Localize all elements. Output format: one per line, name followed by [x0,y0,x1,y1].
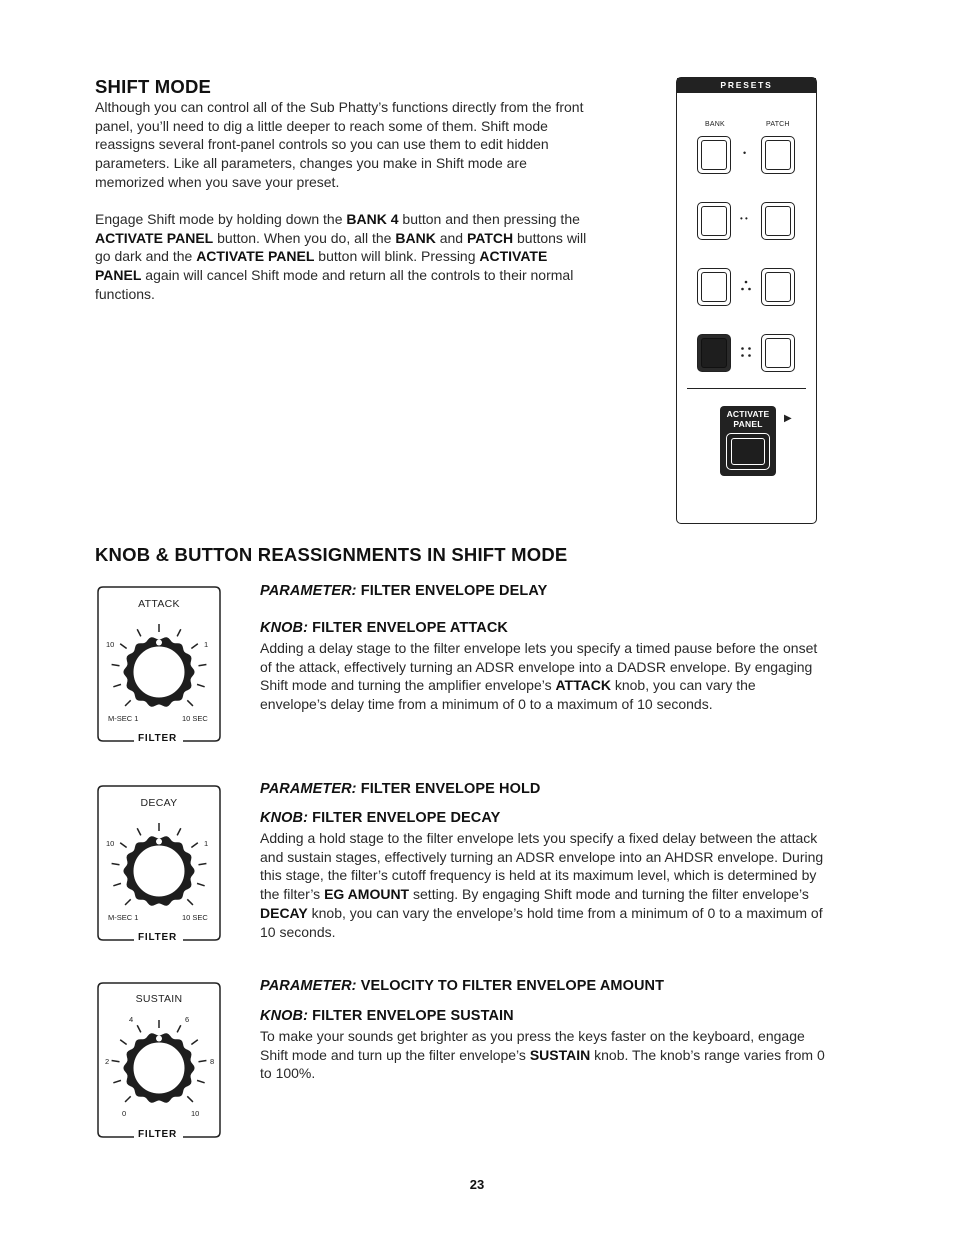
activate-panel-label: ACTIVATE PANEL [726,409,770,429]
panel-divider [687,388,806,389]
knob-scale-8: 8 [210,1057,215,1066]
page-number: 23 [469,1177,485,1192]
knob-tick [125,1096,131,1102]
knob-label-sustain: SUSTAIN [135,993,183,1005]
knob-tick [199,863,207,864]
description-2: Adding a hold stage to the filter envelope lets you specify a fixed delay between the attack and sustain stages, effectively turning an ADSR envelope into an AHDSR envelope. During this stage, the filter’s cutoff frequency is held at its maximum level, which is determined by the filter’s EG AMOUNT setting. By engaging Shift mode and turning the filter envelope’s DECAY knob, you can vary the envelope’s hold time from a minimum of 0 to a maximum of 10 seconds. [260,830,824,940]
knob-cap [133,646,185,698]
bank-4-button [697,334,731,372]
bank-column-label: BANK [705,121,725,128]
knob-tick [177,1025,181,1032]
description-3: To make your sounds get brighter as you press the keys faster on the keyboard, engage Shift mode and turn up the filter envelope’s SUSTAIN knob. The knob’s range varies from 0 to 100%. [260,1028,825,1082]
knob-tick [187,1096,193,1102]
knob-tick [197,684,205,686]
knob-heading-3: KNOB: FILTER ENVELOPE SUSTAIN [260,1008,514,1024]
knob-tick [113,1080,121,1082]
knob-tick [177,828,181,835]
knob-section-label: FILTER [134,1129,181,1140]
activate-panel-button [720,406,776,476]
patch-4-button [761,334,795,372]
knob-cap [133,845,185,897]
attack-knob-illustration [97,586,221,743]
decay-knob-illustration [97,785,221,942]
knob-label-decay: DECAY [140,797,178,809]
dots-4-icon [740,346,752,358]
knob-tick [137,828,141,835]
knob-indicator [156,839,162,845]
dots-1-icon: • [743,148,747,158]
presets-panel-illustration [676,77,817,524]
knob-tick [125,899,131,905]
section-title-shift-mode: SHIFT MODE [95,76,212,97]
knob-scale-right: 1 [204,839,209,848]
knob-tick [112,863,120,864]
knob-tick [191,644,197,649]
section-title-reassignments: KNOB & BUTTON REASSIGNMENTS IN SHIFT MODE [95,544,568,565]
knob-tick [120,644,126,649]
knob-indicator [156,640,162,646]
bank-3-button [697,268,731,306]
knob-tick [112,1060,120,1061]
knob-tick [177,629,181,636]
knob-scale-2: 2 [105,1057,110,1066]
knob-tick [137,1025,141,1032]
patch-3-button [761,268,795,306]
patch-2-button [761,202,795,240]
dots-2-icon: • • [740,214,748,223]
knob-tick [112,664,120,665]
shift-mode-paragraph-1: Although you can control all of the Sub Phatty’s functions directly from the front panel, you’ll need to dig a little deeper to reach some of them. Shift mode reassigns several front-panel controls so you can use them to edit hidden parameters. Like all parameters, changes you make in Shift mode are memorized when you save your preset. [95,99,584,190]
knob-heading-2: KNOB: FILTER ENVELOPE DECAY [260,810,501,826]
knob-tick [137,629,141,636]
bank-1-button [697,136,731,174]
parameter-heading-3: PARAMETER: VELOCITY TO FILTER ENVELOPE AMOUNT [260,978,665,994]
knob-tick [197,1080,205,1082]
description-1: Adding a delay stage to the filter envelope lets you specify a timed pause before the onset of the attack, effectively turning an ADSR envelope into a DADSR envelope. By engaging Shift mode and turning the amplifier envelope’s ATTACK knob, you can vary the envelope’s delay time from a minimum of 0 to a maximum of 10 seconds. [260,640,818,713]
knob-scale-bottom-right: 10 SEC [182,913,208,922]
knob-tick [191,1040,197,1045]
knob-tick [113,684,121,686]
presets-header: PRESETS [677,78,816,93]
knob-scale-left: 10 [106,839,115,848]
knob-tick [187,899,193,905]
dots-3-icon [740,279,752,293]
knob-label-attack: ATTACK [138,598,180,610]
knob-section-label: FILTER [134,733,181,744]
knob-tick [120,843,126,848]
knob-scale-left: 10 [106,640,115,649]
knob-tick [197,883,205,885]
shift-mode-paragraph-2: Engage Shift mode by holding down the BANK 4 button and then pressing the ACTIVATE PANEL button. When you do, all the BANK and PATCH buttons will go dark and the ACTIVATE PANEL button will blink. Pressing ACTIVATE PANEL again will cancel Shift mode and return all the controls to their normal functions. [95,211,587,302]
knob-heading-1: KNOB: FILTER ENVELOPE ATTACK [260,620,508,636]
play-arrow-icon: ▶ [784,413,792,424]
patch-column-label: PATCH [766,121,790,128]
knob-tick [199,1060,207,1061]
patch-1-button [761,136,795,174]
parameter-heading-1: PARAMETER: FILTER ENVELOPE DELAY [260,583,548,599]
bank-2-button [697,202,731,240]
knob-scale-bottom-left: M-SEC 1 [108,913,139,922]
knob-section-label: FILTER [134,932,181,943]
knob-scale-right: 1 [204,640,209,649]
knob-scale-6: 6 [185,1015,190,1024]
knob-frame-3 [97,982,221,1139]
knob-scale-bottom-right: 10 SEC [182,714,208,723]
knob-cap [133,1042,185,1094]
knob-scale-0: 0 [122,1109,127,1118]
knob-scale-bottom-left: M-SEC 1 [108,714,139,723]
knob-tick [199,664,207,665]
knob-tick [187,700,193,706]
knob-tick [113,883,121,885]
knob-tick [125,700,131,706]
knob-tick [120,1040,126,1045]
knob-scale-10: 10 [191,1109,200,1118]
knob-tick [191,843,197,848]
knob-scale-4: 4 [129,1015,134,1024]
knob-indicator [156,1036,162,1042]
parameter-heading-2: PARAMETER: FILTER ENVELOPE HOLD [260,781,541,797]
sustain-knob-illustration [97,982,221,1139]
